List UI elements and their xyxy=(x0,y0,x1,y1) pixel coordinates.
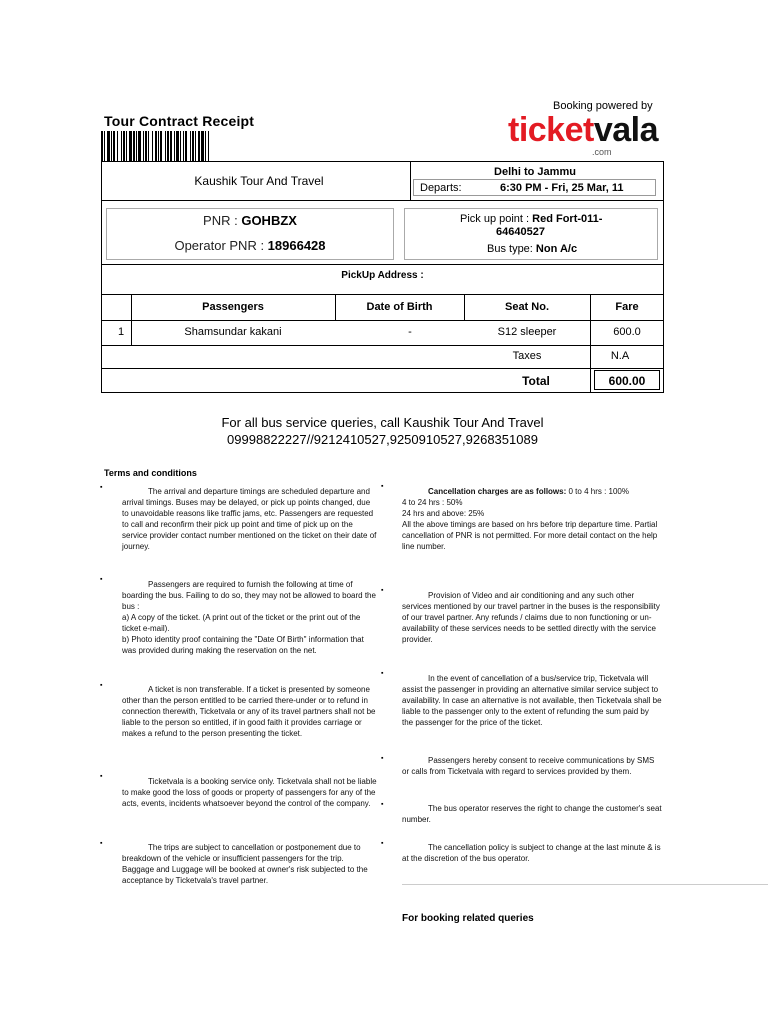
logo-ticket: ticket xyxy=(508,111,594,149)
pickup-point-value-2: 64640527 xyxy=(496,226,545,238)
booking-queries-heading: For booking related queries xyxy=(402,913,534,924)
fare-value: 600.0 xyxy=(613,326,641,338)
pickup-address-label: PickUp Address : xyxy=(341,270,424,281)
term-item: In the event of cancellation of a bus/service trip, Ticketvala will assist the passenger in providing an alternative similar service subject to availability. In case an alternative is not available, then Ticketvala shall be liable to the passenger only to the extent of refunding the sum paid by the passenger for the price of the ticket. xyxy=(402,674,662,727)
taxes-label: Taxes xyxy=(512,350,542,362)
term-item: Ticketvala is a booking service only. Ticketvala shall not be liable to make good the loss of goods or property of passengers for any of the acts, events, incidents whatsoever beyond the control of the company. xyxy=(122,777,377,808)
terms-heading: Terms and conditions xyxy=(104,468,197,478)
operator-pnr-label: Operator PNR : xyxy=(174,238,268,253)
bullet-icon: ▪ xyxy=(100,682,103,689)
cancellation-terms xyxy=(402,486,662,552)
term-item: A ticket is non transferable. If a ticket is presented by someone other than the person entitled to be carried there-under or to refund in connection therewith, Ticketvala or any of its travel partners shall not be liable to the person so entitled, if in good faith it provides carriage or makes a refund to the person presenting the ticket. xyxy=(122,685,376,738)
term-item: The cancellation policy is subject to change at the last minute & is at the discretion of the bus operator. xyxy=(402,843,661,863)
passenger-dob: - xyxy=(408,326,412,338)
barcode-image xyxy=(101,131,263,161)
barcode-bar xyxy=(208,131,209,161)
term-item: Passengers hereby consent to receive communications by SMS or calls from Ticketvala with regard to services provided by them. xyxy=(402,756,655,776)
pnr-value: GOHBZX xyxy=(241,213,297,228)
row-number: 1 xyxy=(117,326,125,338)
table-line xyxy=(101,368,664,369)
divider-line xyxy=(402,884,768,885)
logo-vala: vala xyxy=(593,111,659,149)
pickup-point-label: Pick up point : xyxy=(460,213,533,225)
total-value: 600.00 xyxy=(608,374,646,388)
pickup-point xyxy=(460,213,602,225)
header-fare: Fare xyxy=(615,301,639,313)
bullet-icon: ▪ xyxy=(381,840,384,847)
term-item: Provision of Video and air conditioning and any such other services mentioned by our travel partner in the buses is the responsibility of our travel partner. Any refunds / claims due to non functioning or un-availability of these services needs to be settled directly with the service provider. xyxy=(402,591,660,644)
divider-line xyxy=(101,294,664,295)
logo-com: .com xyxy=(592,147,612,157)
operator-pnr xyxy=(106,238,394,253)
queries-phone-numbers: 09998822227//9212410527,9250910527,9268351089 xyxy=(227,432,538,447)
pickup-point-value: Red Fort-011- xyxy=(532,213,603,225)
bullet-icon: ▪ xyxy=(100,773,103,780)
term-item: The arrival and departure timings are scheduled departure and arrival timings. Buses may be delayed, or pick up points changed, due to unavoidable reasons like traffic jams, etc. Passengers are requested to call and reconfirm their pick up point and time of pick up on the service provider contact number mentioned on the ticket on their date of journey. xyxy=(122,487,377,551)
total-label: Total xyxy=(522,374,550,388)
operator-pnr-value: 18966428 xyxy=(267,238,326,253)
seat-number: S12 sleeper xyxy=(497,326,557,338)
bullet-icon: ▪ xyxy=(381,670,384,677)
departs-label: Departs: xyxy=(420,182,462,194)
table-line xyxy=(101,320,664,321)
departs-value: 6:30 PM - Fri, 25 Mar, 11 xyxy=(500,182,624,194)
powered-by-text: Booking powered by xyxy=(553,100,653,112)
bus-type xyxy=(487,243,577,255)
divider-line xyxy=(101,264,664,265)
bullet-icon: ▪ xyxy=(100,484,103,491)
pnr xyxy=(106,213,394,228)
service-queries xyxy=(101,414,664,448)
route: Delhi to Jammu xyxy=(494,166,576,178)
bullet-icon: ▪ xyxy=(381,587,384,594)
ticketvala-logo xyxy=(508,113,658,147)
term-item: The bus operator reserves the right to change the customer's seat number. xyxy=(402,804,662,824)
passenger-name: Shamsundar kakani xyxy=(184,326,282,338)
bus-type-label: Bus type: xyxy=(487,243,536,255)
taxes-value: N.A xyxy=(610,350,630,362)
header-passengers: Passengers xyxy=(202,301,264,313)
bus-type-value: Non A/c xyxy=(535,243,578,255)
bullet-icon: ▪ xyxy=(381,801,384,808)
cancellation-body: 0 to 4 hrs : 100% 4 to 24 hrs : 50% 24 hrs and above: 25% All the above timings are based on hrs before trip departure time. Partial cancellation of PNR is not permitted. For more detail contact on the help line number. xyxy=(402,487,658,551)
queries-line-1: For all bus service queries, call Kaushik Tour And Travel xyxy=(221,415,544,430)
bullet-icon: ▪ xyxy=(381,483,384,490)
receipt-title: Tour Contract Receipt xyxy=(104,113,255,129)
header-dob: Date of Birth xyxy=(366,301,433,313)
term-item: Passengers are required to furnish the following at time of boarding the bus. Failing to do so, they may not be allowed to board the bus : a) A copy of the ticket. (A print out of the ticket or the print out of the ticket e-mail). b) Photo identity proof containing the "Date Of Birth" information that was provided during making the reservation on the net. xyxy=(122,580,376,655)
pnr-label: PNR : xyxy=(203,213,242,228)
bullet-icon: ▪ xyxy=(100,840,103,847)
divider-line xyxy=(101,200,664,201)
table-line xyxy=(101,345,664,346)
term-item: The trips are subject to cancellation or postponement due to breakdown of the vehicle or insufficient passengers for the trip. Baggage and Luggage will be booked at owner's risk subjected to the acceptance by Ticketvala's travel partner. xyxy=(122,843,368,885)
bullet-icon: ▪ xyxy=(381,755,384,762)
bullet-icon: ▪ xyxy=(100,576,103,583)
cancellation-heading: Cancellation charges are as follows: xyxy=(428,487,567,496)
header-seat: Seat No. xyxy=(504,301,549,313)
operator-name: Kaushik Tour And Travel xyxy=(194,174,324,188)
